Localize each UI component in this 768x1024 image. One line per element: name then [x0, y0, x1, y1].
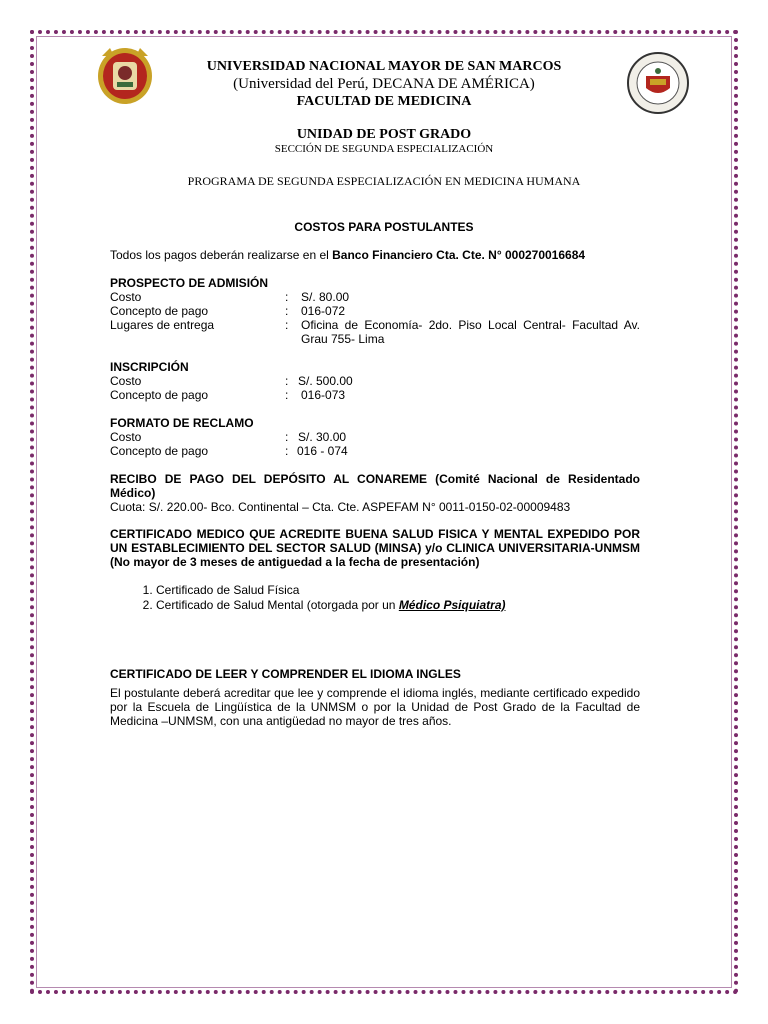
- reclamo-concepto-value: 016 - 074: [297, 444, 348, 458]
- idioma-section: [110, 667, 640, 728]
- bank-account: Banco Financiero Cta. Cte. N° 000270016684: [332, 248, 586, 262]
- prospecto-costo-value: S/. 80.00: [301, 290, 350, 304]
- certificado-mental: Certificado de Salud Mental (otorgada por un: [156, 598, 399, 612]
- reclamo-title: FORMATO DE RECLAMO: [110, 416, 254, 430]
- inscripcion-section: [110, 360, 640, 402]
- prospecto-costo-row: Costo : S/. 80.00: [110, 290, 350, 304]
- certificado-medico-list: [110, 583, 640, 613]
- section-name: SECCIÓN DE SEGUNDA ESPECIALIZACIÓN: [274, 143, 494, 155]
- inscripcion-costo-row: Costo : S/. 500.00: [110, 374, 353, 388]
- list-item: [156, 583, 640, 598]
- university-name: UNIVERSIDAD NACIONAL MAYOR DE SAN MARCOS: [206, 59, 562, 74]
- certificado-fisica: Certificado de Salud Física: [156, 583, 300, 597]
- reclamo-costo-value: S/. 30.00: [298, 430, 347, 444]
- unit-name: UNIDAD DE POST GRADO: [296, 127, 472, 142]
- idioma-title: CERTIFICADO DE LEER Y COMPRENDER EL IDIOMA INGLES: [110, 667, 461, 681]
- prospecto-costo-label: Costo: [110, 290, 142, 304]
- conareme-title: RECIBO DE PAGO DEL DEPÓSITO AL CONAREME (Comité Nacional de Residentado Médico): [110, 472, 640, 500]
- prospecto-concepto-value: 016-072: [301, 304, 346, 318]
- university-tagline: (Universidad del Perú, DECANA DE AMÉRICA): [233, 76, 535, 92]
- certificado-medico-title: CERTIFICADO MEDICO QUE ACREDITE BUENA SALUD FISICA Y MENTAL EXPEDIDO POR UN ESTABLECIMIENTO DEL SECTOR SALUD (MINSA) y/o CLINICA UNIVERSITARIA-UNMSM (No mayor de 3 meses de antiguedad a la fecha de presentación): [110, 527, 640, 569]
- prospecto-lugares-row: Lugares de entrega : Oficina de Economía- 2do. Piso Local Central- Facultad Av. Grau 755- Lima: [110, 318, 640, 346]
- conareme-section: [110, 472, 640, 514]
- medico-psiquiatra-emphasis: Médico Psiquiatra): [398, 598, 506, 612]
- certificado-medico-section: [110, 527, 640, 613]
- inscripcion-title: INSCRIPCIÓN: [110, 360, 189, 374]
- list-item: [156, 598, 640, 613]
- prospecto-concepto-label: Concepto de pago: [110, 304, 209, 318]
- payment-line: [110, 248, 640, 262]
- prospecto-title: PROSPECTO DE ADMISIÓN: [110, 276, 269, 290]
- inscripcion-costo-value: S/. 500.00: [298, 374, 353, 388]
- prospecto-lugares-value: Oficina de Economía- 2do. Piso Local Central- Facultad Av. Grau 755- Lima: [301, 318, 640, 346]
- inscripcion-concepto-row: Concepto de pago : 016-073: [110, 388, 346, 402]
- prospecto-concepto-row: Concepto de pago : 016-072: [110, 304, 346, 318]
- reclamo-costo-row: Costo : S/. 30.00: [110, 430, 347, 444]
- idioma-body: El postulante deberá acreditar que lee y comprende el idioma inglés, mediante certificado expedido por la Escuela de Lingüística de la UNMSM o por la Unidad de Post Grado de la Facultad de Medicina –UNMSM, con una antigüedad no mayor de tres años.: [110, 686, 640, 728]
- document-title: COSTOS PARA POSTULANTES: [294, 220, 474, 234]
- inscripcion-concepto-value: 016-073: [301, 388, 346, 402]
- reclamo-costo-label: Costo: [110, 430, 142, 444]
- conareme-cuota: Cuota: S/. 220.00- Bco. Continental – Cta. Cte. ASPEFAM N° 0011-0150-02-00009483: [110, 500, 571, 514]
- reclamo-concepto-label: Concepto de pago: [110, 444, 209, 458]
- faculty-name: FACULTAD DE MEDICINA: [296, 94, 472, 109]
- program-name: PROGRAMA DE SEGUNDA ESPECIALIZACIÓN EN MEDICINA HUMANA: [187, 174, 581, 188]
- reclamo-concepto-row: Concepto de pago : 016 - 074: [110, 444, 348, 458]
- inscripcion-concepto-label: Concepto de pago: [110, 388, 209, 402]
- prospecto-lugares-label: Lugares de entrega: [110, 318, 215, 332]
- prospecto-section: [110, 276, 640, 346]
- payment-intro: Todos los pagos deberán realizarse en el: [110, 248, 333, 262]
- inscripcion-costo-label: Costo: [110, 374, 142, 388]
- reclamo-section: [110, 416, 640, 458]
